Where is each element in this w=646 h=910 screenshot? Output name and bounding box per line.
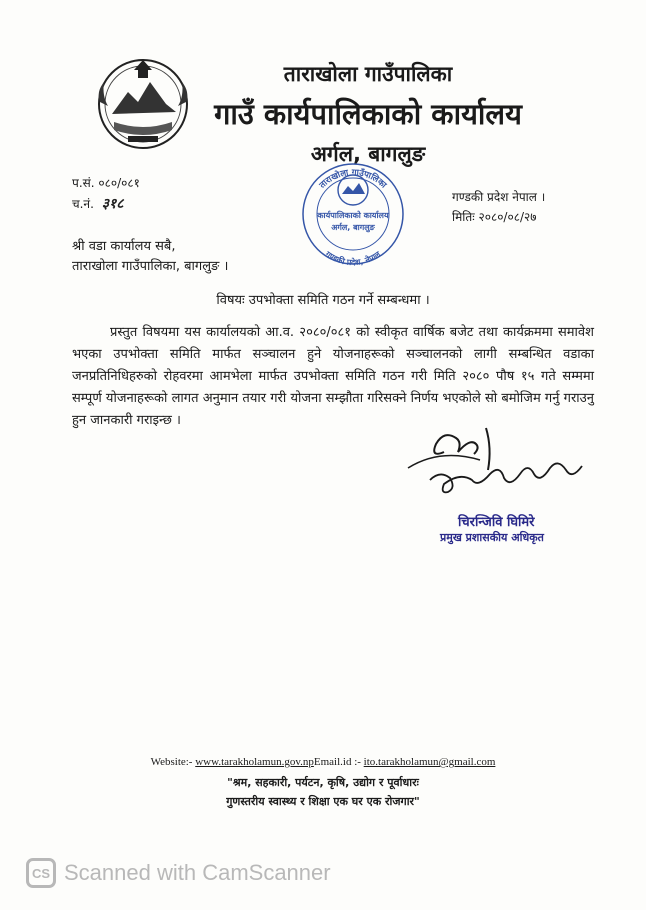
letter-body: प्रस्तुत विषयमा यस कार्यालयको आ.व. २०८०/०८१ को स्वीकृत वार्षिक बजेट तथा कार्यक्रममा समावेश भएका उपभोक्ता समिति मार्फत सञ्चालन हुने योजनाहरूको सञ्चालनको लागी सम्बन्धित वडाका जनप्रतिनिधिहरुको रोहवरमा आमभेला मार्फत उपभोक्ता समिति गठन गरी मिति २०८० पौष १५ गते सम्ममा सम्पूर्ण योजनाहरूको लागत अनुमान तयार गरी योजना सम्झौता गरिसक्ने निर्णय भएकोले सो बमोजिम गर्नु गराउनु हुन जानकारी गराइन्छ । — [72, 325, 594, 428]
camscanner-text: Scanned with CamScanner — [64, 860, 331, 885]
dispatch-number-label: च.नं. — [72, 197, 94, 211]
handwritten-signature — [400, 408, 600, 508]
camscanner-logo-icon: CS — [26, 858, 56, 888]
footer-contact — [0, 756, 646, 768]
website-link[interactable]: www.tarakholamun.gov.np — [195, 756, 314, 768]
email-label: Email.id :- — [313, 756, 361, 768]
letter-number: प.सं. ०८०/०८१ — [72, 176, 140, 190]
stamp-text-line3: अर्गल, बागलुङ — [331, 223, 375, 232]
signatory-name: चिरन्जिवि घिमिरे — [458, 515, 535, 530]
office-location: अर्गल, बागलुङ — [310, 142, 426, 166]
stamp-text-line1: ताराखोला गाउँपालिका — [317, 167, 389, 191]
stamp-text-line4: गण्डकी प्रदेश, नेपाल — [323, 249, 383, 268]
municipality-name: ताराखोला गाउँपालिका — [283, 62, 453, 86]
motto-line2: गुणस्तरीय स्वास्थ्य र शिक्षा एक घर एक रोजगार" — [226, 795, 420, 808]
office-name: गाउँ कार्यपालिकाको कार्यालय — [214, 97, 522, 131]
website-label: Website:- — [150, 756, 193, 768]
province-label: गण्डकी प्रदेश नेपाल । — [452, 190, 546, 204]
signatory-title: प्रमुख प्रशासकीय अधिकृत — [440, 531, 544, 544]
letter-subject: विषयः उपभोक्ता समिति गठन गर्ने सम्बन्धमा । — [216, 293, 430, 308]
camscanner-watermark — [26, 856, 331, 890]
stamp-text-line2: कार्यपालिकाको कार्यालय — [317, 211, 389, 220]
letter-date: मितिः २०८०/०८/२७ — [452, 210, 537, 224]
motto-line1: "श्रम, सहकारी, पर्यटन, कृषि, उद्योग र पूर्वाधारः — [227, 776, 419, 789]
svg-text:गण्डकी प्रदेश, नेपाल — [323, 249, 383, 267]
recipient-line1: श्री वडा कार्यालय सबै, — [72, 239, 176, 254]
email-link[interactable]: ito.tarakholamun@gmail.com — [363, 756, 496, 768]
recipient-line2: ताराखोला गाउँपालिका, बागलुङ । — [72, 259, 229, 274]
office-stamp — [298, 158, 408, 270]
dispatch-number-value: ३१८ — [101, 196, 124, 212]
dispatch-number — [72, 194, 124, 213]
